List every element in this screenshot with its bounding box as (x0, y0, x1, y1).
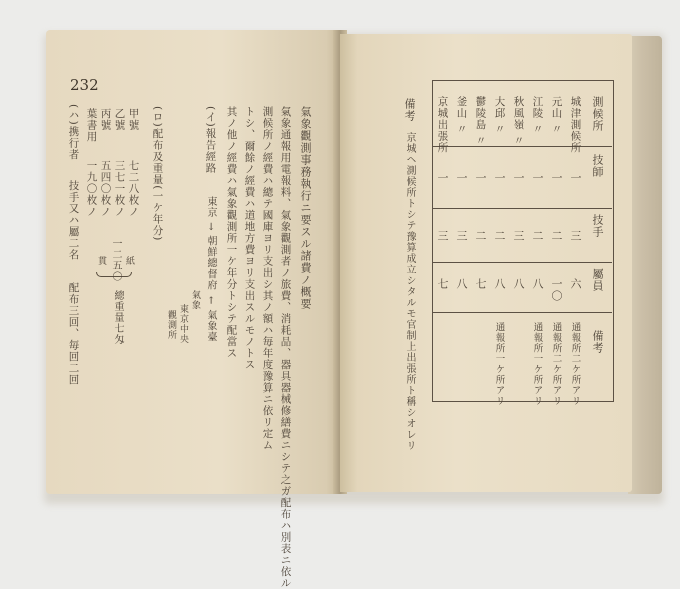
left-col-7-head: (ロ)配布及重量(一ケ年分) (151, 106, 164, 242)
table-cell-staff: 八 (493, 278, 506, 290)
page-number: 232 (70, 76, 99, 94)
table-cell-name: 大邱 〃 (493, 96, 506, 135)
header-station: 測候所 (591, 96, 604, 132)
left-col-6-note-a: 氣象 (190, 290, 200, 310)
left-col-12-head: (ハ)携行者 (67, 104, 80, 161)
table-cell-technician: 三 (436, 230, 449, 242)
table-cell-note: 通報所二ケ所アリ (569, 322, 581, 406)
left-col-11-label: 葉書用 (85, 108, 98, 143)
table-rule-engineer (432, 208, 612, 209)
left-col-10-value: 五四〇枚ノ (99, 160, 112, 218)
sum-label-c: 貫 (96, 256, 106, 266)
table-cell-note: 通報所一ケ所アリ (493, 322, 505, 406)
table-cell-staff: 六 (569, 278, 582, 290)
table-cell-note: 通報所一ケ所アリ (531, 322, 543, 406)
table-cell-engineer: 一 (493, 172, 506, 184)
left-col-6-route-a: 東京 → 朝鮮總督府 (205, 196, 216, 291)
left-col-6-route-b: ← 氣象臺 (205, 296, 216, 343)
table-rule-staff (432, 312, 612, 313)
header-engineer: 技師 (591, 154, 604, 178)
table-cell-technician: 二 (493, 230, 506, 242)
table-cell-staff: 七 (436, 278, 449, 290)
remark-text: 京城ヘ測候所トシテ豫算成立シタルモ官制上出張所ト稱シオレリ (404, 132, 415, 451)
table-cell-engineer: 一 (550, 172, 563, 184)
left-col-2: 氣象通報用電報料、氣象觀測者ノ旅費、消耗品、器具器械修繕費ニシテ之ガ配布ハ別表ニ依ル (279, 106, 292, 589)
table-cell-engineer: 一 (436, 172, 449, 184)
left-col-6-head: (イ)報告經路 (204, 106, 217, 174)
left-col-12-tail: 配布三回、毎回二回 (67, 282, 80, 386)
header-note: 備考 (591, 330, 604, 354)
table-cell-technician: 二 (531, 230, 544, 242)
sum-label-b: 總重量七匁 (112, 290, 123, 345)
left-col-3: 測候所ノ經費ハ總テ國庫ヨリ支出シ其ノ額ハ毎年度豫算ニ依リ定ム (261, 106, 274, 451)
left-col-12-text: 技手又ハ屬二名 (67, 180, 80, 261)
table-cell-technician: 三 (569, 230, 582, 242)
left-col-4: トシ、爾餘ノ經費ハ道地方費ヨリ支出スルモノトス (243, 106, 256, 371)
sum-label-a: 紙 (124, 256, 134, 266)
left-col-10-label: 丙號 (99, 108, 112, 131)
left-col-5: 其ノ他ノ經費ハ氣象觀測所一ケ年分トシテ配當ス (225, 106, 238, 359)
table-cell-staff: 八 (455, 278, 468, 290)
table-cell-technician: 二 (550, 230, 563, 242)
table-cell-name: 元山 〃 (550, 96, 563, 135)
left-col-1: 氣象觀測事務執行ニ要スル諸費ノ概要 (299, 106, 312, 310)
table-cell-staff: 八 (512, 278, 525, 290)
table-cell-name: 秋風嶺 〃 (512, 96, 525, 147)
left-col-11-value: 一九〇枚ノ (85, 160, 98, 218)
table-cell-engineer: 一 (531, 172, 544, 184)
table-cell-name: 城津測候所 (569, 96, 582, 154)
table-cell-staff: 八 (531, 278, 544, 290)
table-cell-engineer: 一 (512, 172, 525, 184)
table-cell-engineer: 一 (455, 172, 468, 184)
table-cell-name: 江陵 〃 (531, 96, 544, 135)
header-technician: 技手 (591, 214, 604, 238)
table-cell-technician: 三 (455, 230, 468, 242)
table-cell-staff: 一〇 (550, 278, 563, 302)
table-cell-technician: 三 (512, 230, 525, 242)
table-rule-technician (432, 262, 612, 263)
table-cell-note: 通報所二ケ所アリ (550, 322, 562, 406)
table-cell-engineer: 一 (474, 172, 487, 184)
table-cell-name: 釜山 〃 (455, 96, 468, 135)
left-page (46, 30, 338, 589)
table-cell-name: 京城出張所 (436, 96, 449, 154)
left-col-9-label: 乙號 (113, 108, 126, 131)
page-edges (628, 36, 662, 494)
header-staff: 屬員 (591, 268, 604, 292)
table-cell-name: 鬱陵島 〃 (474, 96, 487, 147)
bracket-total: 一二五〇 (110, 238, 121, 282)
left-col-6-note-b: 東京中央 (178, 304, 188, 344)
table-cell-staff: 七 (474, 278, 487, 290)
left-col-9-value: 三七一枚ノ (113, 160, 126, 218)
left-col-6-note-c: 觀測所 (166, 310, 176, 340)
left-col-8-label: 甲號 (127, 108, 140, 131)
table-cell-engineer: 一 (569, 172, 582, 184)
left-col-8-value: 七二八枚ノ (127, 160, 140, 218)
table-cell-technician: 二 (474, 230, 487, 242)
remark-label: 備考 (403, 98, 416, 122)
